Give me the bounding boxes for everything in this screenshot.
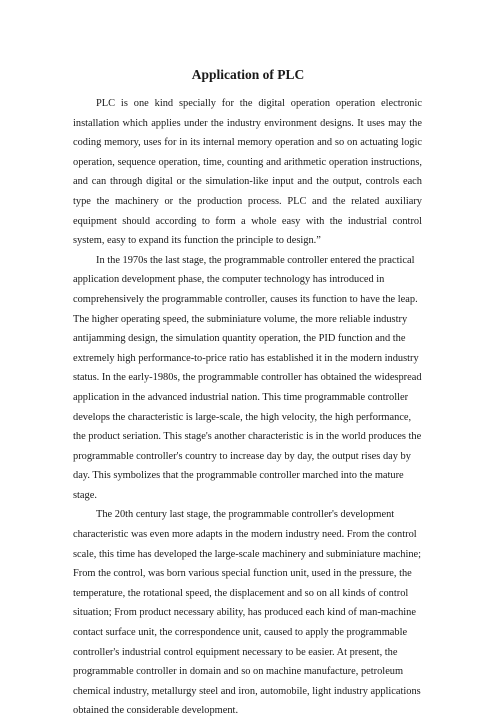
document-body xyxy=(73,94,422,721)
document-title: Application of PLC xyxy=(191,67,305,82)
paragraph-plc-definition: PLC is one kind specially for the digital operation operation electronic installation which applies under the industry environment designs. It uses may the coding memory, uses for in its internal memory operation and so on actuating logic operation, sequence operation, time, counting and arithmetic operation instructions, and can through digital or the simulation-like input and the output, controls each type the machinery or the production process. PLC and the related auxiliary equipment should according to form a whole easy with the industrial control system, easy to expand its function the principle to design.” xyxy=(73,98,422,247)
paragraph-20th-century-development: The 20th century last stage, the programmable controller's development characteristic was even more adapts in the modern industry need. From the control scale, this time has developed the large-scale machinery and subminiature machine; From the control, was born various special function unit, used in the pressure, the temperature, the rotational speed, the displacement and so on all kinds of control situation; From product necessary ability, has produced each kind of man-machine contact surface unit, the correspondence unit, caused to apply the programmable controller's industrial control equipment necessary to be easier. At present, the programmable controller in domain and so on machine manufacture, petroleum chemical industry, metallurgy steel and iron, automobile, light industry applications obtained the considerable development. xyxy=(73,509,422,717)
paragraph-1970s-development: In the 1970s the last stage, the programmable controller entered the practical application development phase, the computer technology has introduced in comprehensively the programmable controller, causes its function to have the leap. The higher operating speed, the subminiature volume, the more reliable industry antijamming design, the simulation quantity operation, the PID function and the extremely high performance-to-price ratio has established it in the modern industry status. In the early-1980s, the programmable controller has obtained the widespread application in the advanced industrial nation. This time programmable controller develops the characteristic is large-scale, the high velocity, the high performance, the product seriation. This stage's another characteristic is in the world produces the programmable controller's country to increase day by day, the output rises day by day. This symbolizes that the programmable controller marched into the mature stage. xyxy=(73,254,422,501)
